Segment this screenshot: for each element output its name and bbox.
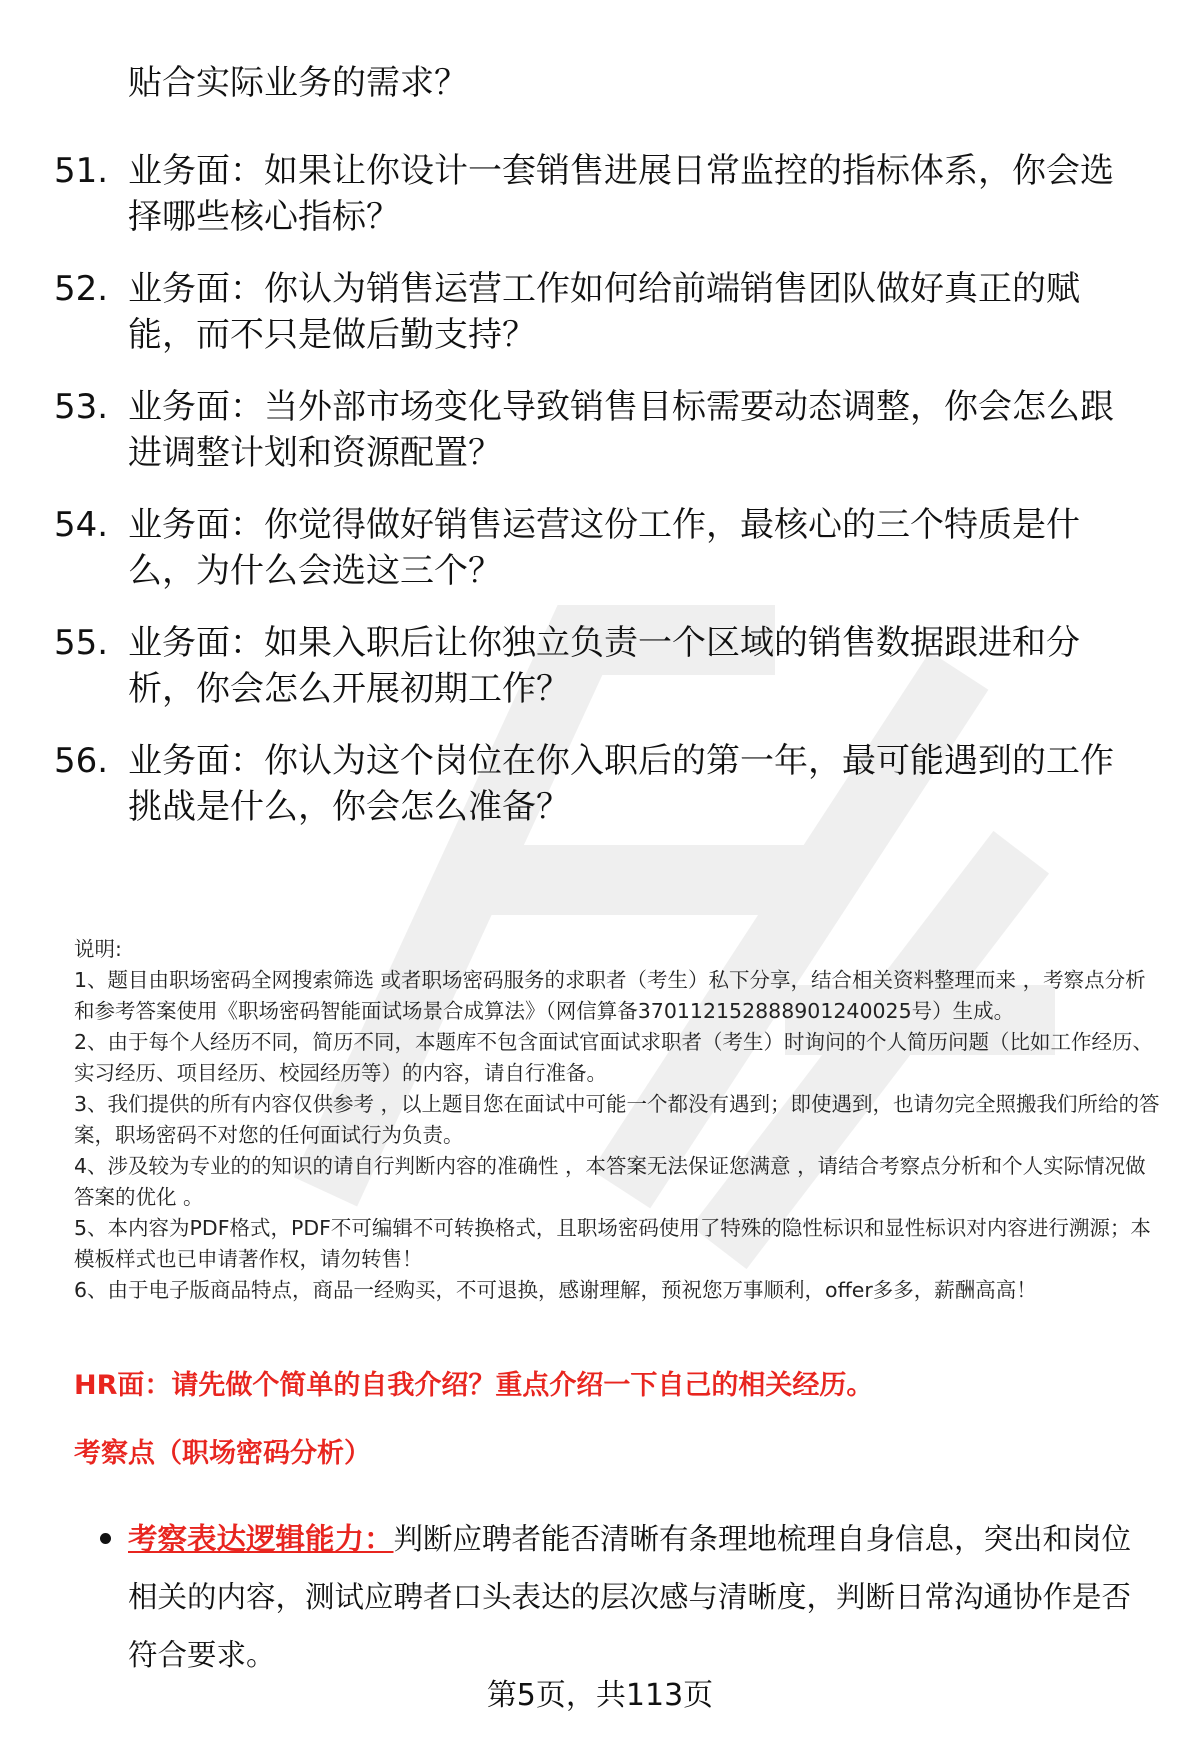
question-text: 业务面：你认为销售运营工作如何给前端销售团队做好真正的赋能，而不只是做后勤支持？ [128, 269, 1080, 355]
note-item: 6、由于电子版商品特点，商品一经购买，不可退换，感谢理解，预祝您万事顺利，offer多多，薪酬高高！ [74, 1278, 1037, 1302]
page-number: 第5页，共113页 [486, 1678, 714, 1713]
question-number: 51. [54, 151, 109, 191]
question-number: 56. [54, 741, 109, 781]
question-text: 业务面：如果让你设计一套销售进展日常监控的指标体系，你会选择哪些核心指标？ [128, 151, 1114, 237]
previous-question-continuation: 贴合实际业务的需求？ [128, 63, 468, 103]
question-text: 业务面：你认为这个岗位在你入职后的第一年，最可能遇到的工作挑战是什么，你会怎么准备？ [128, 741, 1114, 827]
question-text: 业务面：如果入职后让你独立负责一个区域的销售数据跟进和分析，你会怎么开展初期工作？ [128, 623, 1080, 709]
note-item: 3、我们提供的所有内容仅供参考 ，以上题目您在面试中可能一个都没有遇到；即使遇到，也请勿完全照搬我们所给的答案，职场密码不对您的任何面试行为负责。 [74, 1092, 1160, 1147]
bullet-dot-icon [100, 1533, 111, 1544]
question-text: 业务面：你觉得做好销售运营这份工作，最核心的三个特质是什么，为什么会选这三个？ [128, 505, 1080, 591]
bullet-body [128, 1510, 1148, 1684]
question-number: 52. [54, 269, 109, 309]
question-text: 业务面：当外部市场变化导致销售目标需要动态调整，你会怎么跟进调整计划和资源配置？ [128, 387, 1114, 473]
bullet-label: 考察表达逻辑能力： [128, 1522, 394, 1556]
hr-question-heading: HR面：请先做个简单的自我介绍？重点介绍一下自己的相关经历。 [74, 1370, 874, 1401]
question-number: 55. [54, 623, 109, 663]
note-item: 2、由于每个人经历不同，简历不同，本题库不包含面试官面试求职者（考生）时询问的个人简历问题（比如工作经历、实习经历、项目经历、校园经历等）的内容，请自行准备。 [74, 1030, 1154, 1085]
note-item: 5、本内容为PDF格式，PDF不可编辑不可转换格式，且职场密码使用了特殊的隐性标识和显性标识对内容进行溯源；本模板样式也已申请著作权，请勿转售！ [74, 1216, 1151, 1271]
note-item: 4、涉及较为专业的的知识的请自行判断内容的准确性 ，本答案无法保证您满意 ，请结合考察点分析和个人实际情况做答案的优化 。 [74, 1154, 1146, 1209]
note-item: 1、题目由职场密码全网搜索筛选 或者职场密码服务的求职者（考生）私下分享，结合相关资料整理而来 ，考察点分析和参考答案使用《职场密码智能面试场景合成算法》（网信算备370112152888901240025号）生成。 [74, 968, 1146, 1023]
question-number: 53. [54, 387, 109, 427]
notes-section [74, 934, 1164, 1306]
notes-title: 说明: [74, 937, 122, 961]
question-number: 54. [54, 505, 109, 545]
exam-point-heading: 考察点（职场密码分析） [74, 1438, 371, 1469]
bullet-text: 判断应聘者能否清晰有条理地梳理自身信息，突出和岗位相关的内容，测试应聘者口头表达的层次感与清晰度，判断日常沟通协作是否符合要求。 [128, 1522, 1132, 1672]
